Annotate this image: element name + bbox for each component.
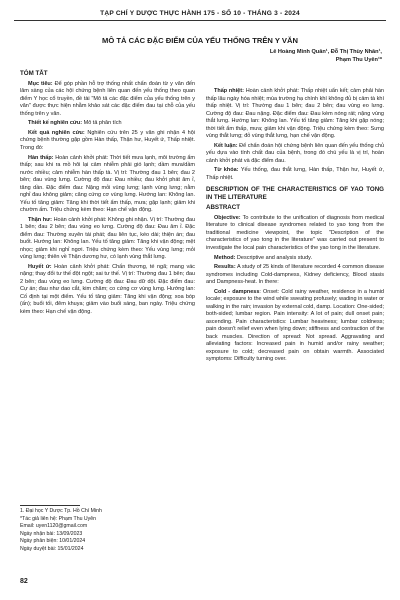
footnote-received: Ngày nhận bài: 13/09/2023 xyxy=(20,530,83,537)
abstract-heading-en: ABSTRACT xyxy=(206,204,241,212)
en-objective-paragraph xyxy=(206,215,384,253)
left-column xyxy=(20,70,195,319)
en-results-label: Results: xyxy=(214,264,236,271)
en-objective-text: To contribute to the unification of diagnosis from medical literature to clinical disease syndromes related to yao tong from the traditional medicine viewpoint, the topic "Description of the characteristics of yao tong in the literature" was carried out present to investigate the local pain characteristics of the yao tong in the literature. xyxy=(206,214,384,251)
results-text: Nghiên cứu trên 25 y văn ghi nhận 4 hội chứng bệnh thường gặp gồm Hàn thấp, Thận hư, Huyết ứ, Thấp nhiệt. Trong đó: xyxy=(20,129,196,151)
footnote-affiliation: 1. Đại học Y Dược Tp. Hồ Chí Minh xyxy=(20,508,102,514)
keywords-text: Yếu thống, đau thắt lưng, Hàn thấp, Thận hư, Huyết ứ, Thấp nhiệt. xyxy=(206,167,384,181)
abstract-heading-vi: TÓM TẮT xyxy=(20,70,48,77)
conclusion-paragraph xyxy=(206,143,384,166)
footnote-divider xyxy=(20,505,80,506)
authors-line-1: Lê Hoàng Minh Quân¹, Đỗ Thị Thùy Nhân¹, xyxy=(269,49,382,55)
authors-line-2: Phạm Thu Uyên¹* xyxy=(335,57,382,63)
objective-text: Để góp phần hỗ trợ thống nhất chẩn đoán từ y văn đến lâm sàng của các hội chứng bệnh liên quan đến yếu thống theo quan điểm Y học cổ truyền, đề tài "Mô tả các đặc điểm của yếu thống trên y văn" được thực hiện nhằm khảo sát các đặc điểm đau tại chỗ của yếu thống trên y văn. xyxy=(20,80,196,117)
cold-damp-label: Hàn thấp: xyxy=(28,154,54,161)
kidney-paragraph xyxy=(20,217,195,262)
en-objective-label: Objective: xyxy=(214,214,241,221)
design-label: Thiết kế nghiên cứu: xyxy=(28,120,83,127)
keywords-label: Từ khóa: xyxy=(214,167,239,174)
en-results-text: A study of 25 kinds of literature recorded 4 common disease syndromes including Cold-dampness, Kidney deficiency, Blood stasis and Dampness-heat. In there: xyxy=(206,264,384,286)
footnote-corresponding: *Tác giả liên hệ: Phạm Thu Uyên xyxy=(20,515,97,522)
journal-header: TẠP CHÍ Y DƯỢC THỰC HÀNH 175 - SỐ 10 - THÁNG 3 - 2024 xyxy=(100,10,300,17)
design-text: Mô tả phân tích xyxy=(82,120,122,127)
kidney-text: Hoàn cảnh khởi phát: Không ghi nhận. Vị trí: Thường đau 1 bên; đau 2 bên; đau vùng eo lưng. Cường độ đau: Đau âm ỉ. Đặc điểm đau: Thường xuyên tái phát; đau liên tục, kéo dài; thiện án; đau buốt. Hướng lan: Không lan. Yếu tố tăng giảm: Tăng khi vận động; mệt nhọc; giảm khi nghỉ ngơi. Triệu chứng kèm theo: Yếu vùng lưng; mỏi vùng lưng; thiên về Thận dương hư, có lạnh vùng thắt lưng. xyxy=(20,216,196,261)
damp-heat-label: Thấp nhiệt: xyxy=(214,88,244,94)
article-title: MÔ TẢ CÁC ĐẶC ĐIỂM CỦA YẾU THỐNG TRÊN Y VĂN xyxy=(102,36,298,45)
objective-paragraph xyxy=(20,81,195,119)
results-paragraph xyxy=(20,130,195,153)
author-list xyxy=(212,48,382,64)
cold-damp-paragraph xyxy=(20,155,195,215)
footnote-revised: Ngày phản biện: 10/01/2024 xyxy=(20,538,86,545)
footnotes xyxy=(20,508,195,554)
footnote-accepted: Ngày duyệt bài: 15/01/2024 xyxy=(20,545,84,552)
design-paragraph xyxy=(20,120,195,128)
page-number: 82 xyxy=(20,578,28,585)
blood-stasis-paragraph xyxy=(20,264,195,317)
en-cold-damp-paragraph xyxy=(206,289,384,364)
objective-label: Mục tiêu: xyxy=(28,80,53,87)
conclusion-label: Kết luận: xyxy=(214,142,238,149)
footnote-email: Email: uyen1120@gmail.com xyxy=(20,523,88,530)
en-method-label: Method: xyxy=(214,254,236,261)
english-title: DESCRIPTION OF THE CHARACTERISTICS OF YAO TONG IN THE LITERATURE xyxy=(206,186,384,201)
en-results-paragraph xyxy=(206,264,384,287)
blood-stasis-label: Huyết ứ: xyxy=(28,263,52,270)
keywords-paragraph xyxy=(206,167,384,182)
right-column xyxy=(206,88,384,366)
cold-damp-text: Hoàn cảnh khởi phát: Thời tiết mưa lạnh, môi trường ẩm thấp; sau khi ra mồ hôi lại cảm nhiễm phải gió lạnh; dầm mưa/dầm nước nhiều; cảm nhiễm hàn thấp tà. Vị trí: Thường đau 1 bên; đau 2 bên; đau vùng lưng. Cường độ đau: Đau nhiều; đau khởi phát âm ỉ, tăng dần. Đặc điểm đau: Nặng mỏi vùng lưng; lạnh vùng lưng; nằm nghỉ đau không giảm; căng cứng cơ vùng lưng. Hướng lan: Không lan. Yếu tố tăng giảm: Tăng khi thời tiết ẩm thấp, mưa; gặp lạnh; giảm khi chườm ấm. Triệu chứng kèm theo: Hạn chế vận động. xyxy=(20,154,195,214)
header-divider xyxy=(14,20,386,21)
conclusion-text: Để chẩn đoán hội chứng bệnh liên quan đến yếu thống chủ yếu dựa vào tính chất đau của bệnh, trong đó chú yếu là vị trí, hoàn cảnh khởi phát và đặc điểm đau. xyxy=(206,142,385,164)
kidney-label: Thận hư: xyxy=(28,216,52,223)
damp-heat-text: Hoàn cảnh khởi phát: Thấp nhiệt uẩn kết; cảm phải hàn thấp lâu ngày hóa nhiệt; mùa trường hạ chính khí không đủ bị cảm tà khí thấp nhiệt. Vị trí: Thường đau 1 bên; đau 2 bên; đau vùng eo lưng. Cường độ đau: Đau nặng. Đặc điểm đau: Đau kèm nóng rát; nặng vùng thắt lưng. Hướng lan: Không lan. Yếu tố tăng giảm: Tăng khi gặp nóng; thời tiết ẩm thấp, mưa; giảm khi vận động. Triệu chứng kèm theo: Sưng vùng thắt lưng; đỏ vùng thắt lưng, hạn chế vận động. xyxy=(206,88,384,139)
en-cold-damp-text: : Onset: Cold rainy weather, residence in a humid locale; exposure to the wind while sweating profusely; wading in water or walking in the rain; invasion by external cold, damp. Location: One-sided; both-sided; lumbar region. Pain intensity: A lot of pain; dull onset pain; ascending. Pain characteristics: Lumbar heaviness; lumbar coldness; pain doesn't relief even when lying down; stiffness and contraction of the back muscles. Direction of spread: Not spread. Aggravating and alleviating factors: Increased pain in humid and/or rainy weather; exposure to cold; decreased pain on obtain warmth. Associated symptoms: Difficulty turning over. xyxy=(206,288,384,363)
damp-heat-paragraph xyxy=(206,88,384,141)
results-label: Kết quả nghiên cứu: xyxy=(28,129,85,136)
en-method-paragraph xyxy=(206,255,384,263)
blood-stasis-text: Hoàn cảnh khởi phát: Chấn thương, té ngã; mang vác nặng; thay đổi tư thế đột ngột; sai tư thế. Vị trí: Thường đau 1 bên; đau 2 bên; đau vùng eo lưng. Cường độ đau: Đau dữ dội. Đặc điểm đau: Cự án; đau như dao cắt, kim châm; co cứng cơ vùng lưng. Hướng lan: Cố định tại một điểm. Yếu tố tăng giảm: Tăng khi vận động; xoa bóp (ấn); buổi tối, đêm khuya; giảm vào buổi sáng, ban ngày. Triệu chứng kèm theo: Hạn chế vận động. xyxy=(20,263,196,315)
en-cold-damp-label: Cold - dampness xyxy=(214,288,260,295)
en-method-text: Descriptive and analysis study. xyxy=(235,254,313,261)
